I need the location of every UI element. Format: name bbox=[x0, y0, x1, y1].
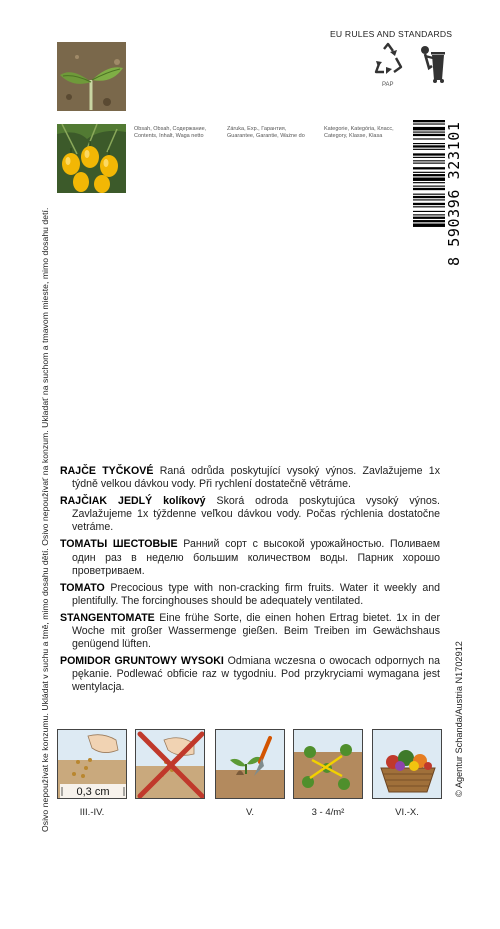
barcode bbox=[413, 120, 445, 258]
barcode-bar bbox=[413, 224, 445, 227]
barcode-bar bbox=[413, 196, 445, 198]
description-text: Ранний сорт с высокой урожайностью. Поливаем один раз в неделю большим количеством воды. Парник хорошо проветриваем. bbox=[72, 538, 440, 577]
yellow-pear-tomato-photo bbox=[57, 124, 126, 193]
variety-name: RAJČIAK JEDLÝ kolíkový bbox=[60, 495, 206, 508]
harvest-icon bbox=[372, 729, 442, 799]
barcode-bar bbox=[413, 149, 445, 150]
copyright-text: © Agentur Schanda/Austria N1702912 bbox=[454, 641, 464, 797]
sowing-period-label: III.-IV. bbox=[79, 807, 105, 818]
guarantee-label: Guarantee, Garantie, Ważne do bbox=[227, 133, 305, 139]
barcode-bar bbox=[413, 172, 445, 173]
no-direct-sowing-icon bbox=[135, 729, 205, 799]
spacing-density-label: 3 - 4/m² bbox=[311, 807, 345, 818]
planting-out-icon bbox=[215, 729, 285, 799]
contents-label: Contents, Inhalt, Waga netto bbox=[134, 133, 204, 139]
barcode-bar bbox=[413, 143, 445, 144]
barcode-bar bbox=[413, 182, 445, 183]
barcode-bar bbox=[413, 134, 445, 136]
trash-bin-icon bbox=[417, 42, 451, 89]
barcode-bar bbox=[413, 214, 445, 215]
barcode-bar bbox=[413, 123, 445, 124]
barcode-bar bbox=[413, 127, 445, 130]
barcode-bar bbox=[413, 220, 445, 222]
barcode-bar bbox=[413, 174, 445, 176]
barcode-bar bbox=[413, 160, 445, 161]
planting-period-label: V. bbox=[245, 807, 255, 818]
eu-rules-heading: EU RULES AND STANDARDS bbox=[330, 29, 453, 39]
barcode-bar bbox=[413, 138, 445, 139]
barcode-bar bbox=[413, 203, 445, 205]
barcode-bar bbox=[413, 120, 445, 122]
barcode-bar bbox=[413, 188, 445, 190]
description-sk bbox=[60, 495, 440, 534]
guarantee-label: Záruka, Exp., Гарантия, bbox=[227, 126, 287, 132]
variety-descriptions bbox=[60, 465, 440, 699]
barcode-bar bbox=[413, 132, 445, 133]
variety-name: POMIDOR GRUNTOWY WYSOKI bbox=[60, 655, 224, 668]
description-ru bbox=[60, 538, 440, 577]
barcode-bar bbox=[413, 145, 445, 147]
description-text: Raná odrůda poskytující vysoký výnos. Zavlažujeme 1x týdně velkou dávkou vody. Při rychlení dostatečně větráme. bbox=[72, 465, 440, 491]
barcode-bar bbox=[413, 211, 445, 212]
barcode-bar bbox=[413, 199, 445, 200]
barcode-bar bbox=[413, 186, 445, 187]
description-pl bbox=[60, 655, 440, 694]
variety-name: ТОМАТЫ ШЕСТОВЫЕ bbox=[60, 538, 178, 551]
barcode-bar bbox=[413, 217, 445, 219]
barcode-bar bbox=[413, 194, 445, 195]
category-label: Category, Klasse, Klasa bbox=[324, 133, 383, 139]
variety-name: TOMATO bbox=[60, 581, 105, 594]
barcode-bar bbox=[413, 153, 445, 155]
description-text: Precocious type with non-cracking firm fruits. Water it weekly and plentifully. The forcinghouses should be adequately ventilated. bbox=[72, 581, 441, 607]
category-label: Kategorie, Kategória, Класс, bbox=[324, 126, 394, 132]
barcode-bar bbox=[413, 157, 445, 158]
sowing-depth-icon bbox=[57, 729, 127, 799]
barcode-number: 8 590396 323101 bbox=[445, 121, 463, 266]
barcode-bar bbox=[413, 178, 445, 181]
description-text: Skorá odroda poskytujúca vysoký výnos. Zavlažujeme 1x týždenne veľkou dávkou vody. Počas rýchlenia dostatočne vetráme. bbox=[72, 495, 440, 534]
description-de bbox=[60, 612, 440, 651]
pap-label: PAP bbox=[382, 82, 394, 88]
barcode-bar bbox=[413, 206, 445, 207]
barcode-bar bbox=[413, 167, 445, 169]
variety-name: STANGENTOMATE bbox=[60, 611, 155, 624]
description-en bbox=[60, 582, 440, 608]
description-text: Eine frühe Sorte, die einen hohen Ertrag bietet. 1x in der Woche mit großer Wassermenge gießen. Beim Treiben im Gewächshaus genügend lüften. bbox=[72, 611, 440, 651]
description-cs bbox=[60, 465, 440, 491]
description-text: Odmiana wczesna o owocach odpornych na pękanie. Podlewać obficie raz w tygodniu. Pod przykryciami wymagana jest wentylacja. bbox=[72, 655, 440, 694]
spacing-icon bbox=[293, 729, 363, 799]
recycle-icon bbox=[372, 42, 404, 85]
storage-warning-text: Osivo nepoužívat ke konzumu. Ukládat v suchu a tmě, mimo dosahu dětí. Osivo nepoužívať na konzum. Ukladať na suchom a tmavom mieste, mimo dosahu detí. bbox=[40, 207, 50, 832]
contents-label: Obsah, Obsah, Содержание, bbox=[134, 126, 207, 132]
variety-name: RAJČE TYČKOVÉ bbox=[60, 465, 154, 477]
sowing-depth-caption: 0,3 cm bbox=[76, 786, 110, 798]
barcode-bar bbox=[413, 163, 445, 164]
seedling-photo bbox=[57, 42, 126, 111]
harvest-period-label: VI.-X. bbox=[395, 807, 419, 818]
